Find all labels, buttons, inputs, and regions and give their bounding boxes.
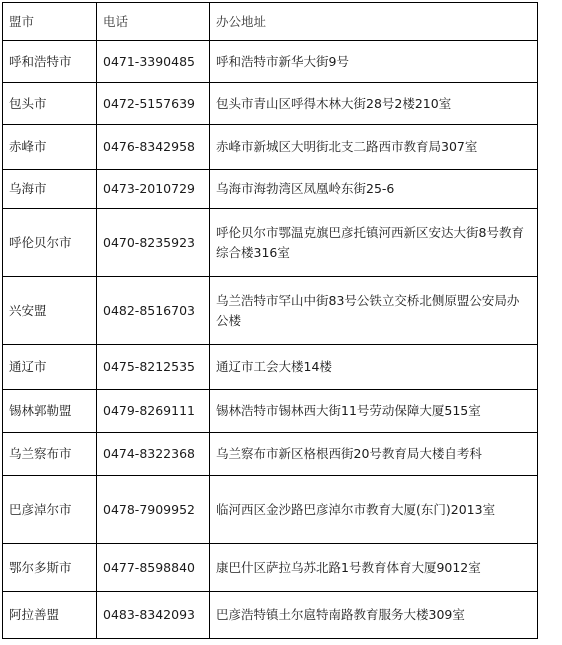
- table-row: [3, 390, 538, 433]
- cell-phone: 0470-8235923: [97, 209, 210, 277]
- cell-phone: 0473-2010729: [97, 170, 210, 209]
- cell-league: 巴彦淖尔市: [3, 476, 97, 544]
- cell-phone: 0477-8598840: [97, 544, 210, 592]
- header-phone: 电话: [97, 3, 210, 41]
- table-row: [3, 125, 538, 170]
- cell-phone: 0471-3390485: [97, 41, 210, 83]
- exam-office-table: [2, 2, 538, 639]
- cell-address: 巴彦浩特镇土尔扈特南路教育服务大楼309室: [210, 592, 538, 639]
- table-row: [3, 476, 538, 544]
- cell-address: 呼和浩特市新华大街9号: [210, 41, 538, 83]
- table-row: [3, 544, 538, 592]
- cell-address: 通辽市工会大楼14楼: [210, 345, 538, 390]
- cell-phone: 0475-8212535: [97, 345, 210, 390]
- table-row: [3, 83, 538, 125]
- cell-league: 呼伦贝尔市: [3, 209, 97, 277]
- cell-league: 赤峰市: [3, 125, 97, 170]
- table-row: [3, 277, 538, 345]
- cell-address: 康巴什区萨拉乌苏北路1号教育体育大厦9012室: [210, 544, 538, 592]
- table-row: [3, 41, 538, 83]
- cell-address: 乌兰浩特市罕山中街83号公铁立交桥北侧原盟公安局办公楼: [210, 277, 538, 345]
- cell-league: 兴安盟: [3, 277, 97, 345]
- cell-address: 锡林浩特市锡林西大街11号劳动保障大厦515室: [210, 390, 538, 433]
- cell-phone: 0474-8322368: [97, 433, 210, 476]
- cell-league: 包头市: [3, 83, 97, 125]
- cell-phone: 0482-8516703: [97, 277, 210, 345]
- cell-league: 乌兰察布市: [3, 433, 97, 476]
- cell-phone: 0472-5157639: [97, 83, 210, 125]
- cell-league: 乌海市: [3, 170, 97, 209]
- cell-phone: 0483-8342093: [97, 592, 210, 639]
- table-row: [3, 592, 538, 639]
- cell-league: 阿拉善盟: [3, 592, 97, 639]
- cell-phone: 0478-7909952: [97, 476, 210, 544]
- cell-address: 赤峰市新城区大明街北支二路西市教育局307室: [210, 125, 538, 170]
- cell-league: 通辽市: [3, 345, 97, 390]
- table-row: [3, 345, 538, 390]
- cell-address: 临河西区金沙路巴彦淖尔市教育大厦(东门)2013室: [210, 476, 538, 544]
- cell-address: 包头市青山区呼得木林大街28号2楼210室: [210, 83, 538, 125]
- table-row: [3, 170, 538, 209]
- header-league: 盟市: [3, 3, 97, 41]
- cell-phone: 0479-8269111: [97, 390, 210, 433]
- cell-league: 鄂尔多斯市: [3, 544, 97, 592]
- cell-address: 乌兰察布市新区格根西街20号教育局大楼自考科: [210, 433, 538, 476]
- table-row: [3, 209, 538, 277]
- cell-address: 乌海市海勃湾区凤凰岭东街25-6: [210, 170, 538, 209]
- cell-phone: 0476-8342958: [97, 125, 210, 170]
- header-address: 办公地址: [210, 3, 538, 41]
- cell-league: 呼和浩特市: [3, 41, 97, 83]
- table-header-row: [3, 3, 538, 41]
- table-row: [3, 433, 538, 476]
- cell-league: 锡林郭勒盟: [3, 390, 97, 433]
- cell-address: 呼伦贝尔市鄂温克旗巴彦托镇河西新区安达大街8号教育综合楼316室: [210, 209, 538, 277]
